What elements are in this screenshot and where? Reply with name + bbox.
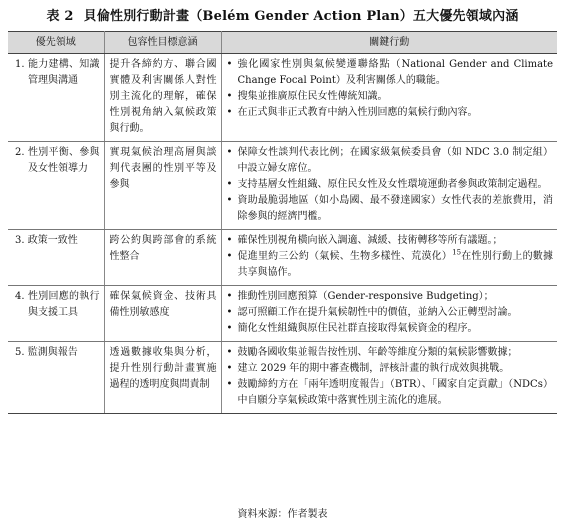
header-row — [8, 32, 557, 54]
priority-area-cell — [8, 142, 104, 230]
action-item — [227, 145, 554, 177]
table-number: 表 2 — [46, 9, 74, 24]
action-item — [227, 361, 554, 377]
bullet-icon: • — [226, 179, 233, 190]
header-inclusive-goal: 包容性目標意涵 — [104, 32, 221, 54]
inclusive-goal-cell: 實現氣候治理高層與談判代表團的性別平等及參與 — [104, 142, 221, 230]
key-actions-cell — [221, 342, 557, 414]
action-text: 促進里約三公約（氣候、生物多樣性、荒漠化） — [237, 251, 453, 262]
action-text: 支持基層女性組織、原住民女性及女性環境運動者參與政策制定過程。 — [237, 179, 548, 190]
action-text: 資助最脆弱地區（如小島國、最不發達國家）女性代表的差旅費用，消除參與的經濟門檻。 — [237, 195, 553, 222]
action-list — [227, 145, 554, 225]
priority-area-cell — [8, 230, 104, 286]
inclusive-goal-cell: 提升各締約方、聯合國實體及利害關係人對性別主流化的理解，確保性別視角納入氣候政策與行動。 — [104, 54, 221, 142]
priority-area-text: 1. 能力建構、知識管理與溝通 — [15, 59, 100, 86]
action-list — [227, 233, 554, 281]
bullet-icon: • — [226, 307, 233, 318]
bullet-icon: • — [226, 91, 233, 102]
bullet-icon: • — [226, 107, 233, 118]
action-item — [227, 57, 554, 89]
action-item — [227, 345, 554, 361]
bullet-icon: • — [226, 323, 233, 334]
inclusive-goal-cell: 透過數據收集與分析，提升性別行動計畫實施過程的透明度與問責制 — [104, 342, 221, 414]
bullet-icon: • — [226, 363, 233, 374]
table-header — [8, 32, 557, 54]
action-item — [227, 105, 554, 121]
action-list — [227, 345, 554, 409]
action-item — [227, 233, 554, 249]
priority-area-text: 3. 政策一致性 — [15, 235, 78, 246]
inclusive-goal-cell: 確保氣候資金、技術具備性別敏感度 — [104, 286, 221, 342]
action-item — [227, 305, 554, 321]
table-row — [8, 54, 557, 142]
priority-area-cell — [8, 342, 104, 414]
action-item — [227, 89, 554, 105]
source-note: 資料來源：作者製表 — [237, 509, 328, 520]
table-title: 貝倫性別行動計畫（Belém Gender Action Plan）五大優先領域內涵 — [83, 9, 519, 24]
action-text: 確保性別視角橫向嵌入調適、減緩、技術轉移等所有議題。； — [237, 235, 503, 246]
key-actions-cell — [221, 142, 557, 230]
action-text: 搜集並推廣原住民女性傳統知識。 — [237, 91, 388, 102]
footnote-ref: 15 — [452, 248, 462, 257]
table-body — [8, 54, 557, 414]
table-row — [8, 230, 557, 286]
action-text: 鼓勵締約方在「兩年透明度報告」（BTR）、「國家自定貢獻」（NDCs）中自願分享氣候政策中落實性別主流化的進展。 — [237, 379, 553, 406]
table-row — [8, 342, 557, 414]
action-list — [227, 57, 554, 121]
action-item — [227, 321, 554, 337]
bullet-icon: • — [226, 59, 233, 70]
action-item — [227, 177, 554, 193]
table-row — [8, 286, 557, 342]
bullet-icon: • — [226, 251, 233, 262]
action-text: 認可照顧工作在提升氣候韌性中的價值，並納入公正轉型討論。 — [237, 307, 518, 318]
action-item — [227, 249, 554, 281]
key-actions-cell — [221, 54, 557, 142]
header-key-actions: 關鍵行動 — [221, 32, 557, 54]
action-item — [227, 377, 554, 409]
inclusive-goal-cell: 跨公約與跨部會的系統性整合 — [104, 230, 221, 286]
action-item — [227, 289, 554, 305]
bullet-icon: • — [226, 235, 233, 246]
bullet-icon: • — [226, 291, 233, 302]
table-row — [8, 142, 557, 230]
priority-area-text: 4. 性別回應的執行與支援工具 — [15, 291, 100, 318]
action-item — [227, 193, 554, 225]
priority-area-cell — [8, 286, 104, 342]
bullet-icon: • — [226, 347, 233, 358]
action-list — [227, 289, 554, 337]
header-priority-area: 優先領域 — [8, 32, 104, 54]
bullet-icon: • — [226, 379, 233, 390]
action-text: 簡化女性組織與原住民社群直接取得氣候資金的程序。 — [237, 323, 478, 334]
action-text: 建立 2029 年的期中審查機制，評核計畫的執行成效與挑戰。 — [237, 363, 510, 374]
bullet-icon: • — [226, 195, 233, 206]
priority-areas-table — [8, 31, 557, 414]
action-text: 鼓勵各國收集並報告按性別、年齡等維度分類的氣候影響數據； — [237, 347, 518, 358]
table-caption — [0, 5, 565, 24]
action-text: 強化國家性別與氣候變遷聯絡點（National Gender and Climate Change Focal Point）及利害關係人的職能。 — [237, 59, 553, 86]
key-actions-cell — [221, 286, 557, 342]
action-text: 推動性別回應預算（Gender-responsive Budgeting）； — [237, 291, 494, 302]
key-actions-cell — [221, 230, 557, 286]
priority-area-cell — [8, 54, 104, 142]
action-text: 保障女性談判代表比例；在國家級氣候委員會（如 NDC 3.0 制定組）中設立婦女席位。 — [237, 147, 553, 174]
priority-area-text: 5. 監測與報告 — [15, 347, 78, 358]
action-text: 在正式與非正式教育中納入性別回應的氣候行動內容。 — [237, 107, 478, 118]
action-text-continued: 在性別行動上的數據共享與協作。 — [237, 251, 554, 278]
priority-area-text: 2. 性別平衡、參與及女性領導力 — [15, 147, 100, 174]
bullet-icon: • — [226, 147, 233, 158]
